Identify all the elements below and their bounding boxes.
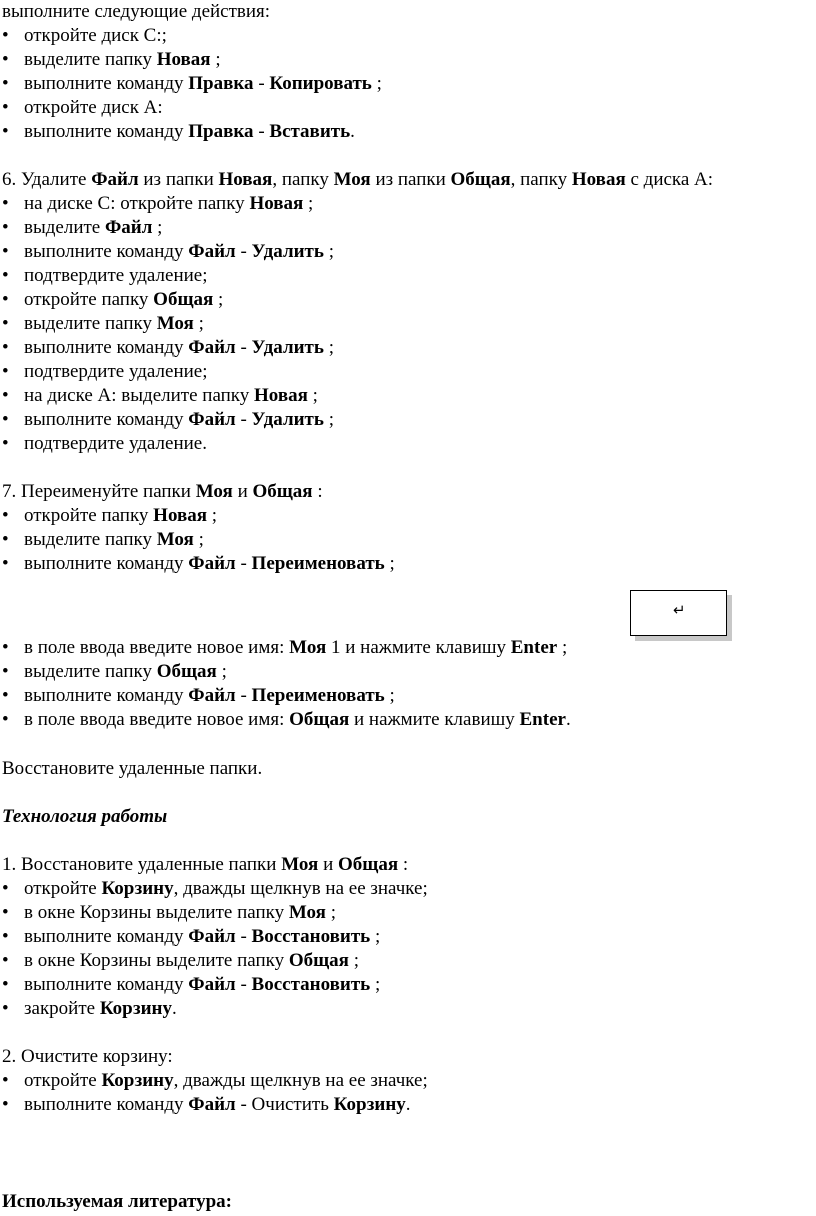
list-item: • выполните команду Правка - Вставить.	[2, 121, 355, 142]
list-item: • выполните команду Файл - Переименовать ;	[2, 553, 395, 574]
restore-step-2: 2. Очистите корзину:	[2, 1046, 173, 1067]
list-item: • откройте папку Общая ;	[2, 289, 224, 310]
list-item: • на диске А: выделите папку Новая ;	[2, 385, 318, 406]
list-item: • выполните команду Файл - Удалить ;	[2, 409, 334, 430]
list-item: • откройте Корзину, дважды щелкнув на ее значке;	[2, 1070, 428, 1091]
list-item: • выделите папку Общая ;	[2, 661, 227, 682]
list-item: • выполните команду Файл - Восстановить ;	[2, 926, 381, 947]
enter-icon: ↵	[673, 601, 686, 619]
list-item: • выделите папку Новая ;	[2, 49, 221, 70]
list-item: • закройте Корзину.	[2, 998, 177, 1019]
list-item: • выделите Файл ;	[2, 217, 163, 238]
list-item: • выполните команду Файл - Удалить ;	[2, 337, 334, 358]
list-item: • в окне Корзины выделите папку Общая ;	[2, 950, 359, 971]
list-item: • выделите папку Моя ;	[2, 313, 204, 334]
restore-task: Восстановите удаленные папки.	[2, 758, 263, 779]
step-7-heading: 7. Переименуйте папки Моя и Общая :	[2, 481, 323, 502]
list-item: • в окне Корзины выделите папку Моя ;	[2, 902, 336, 923]
list-item: • подтвердите удаление.	[2, 433, 207, 454]
list-item: • откройте папку Новая ;	[2, 505, 218, 526]
enter-key-illustration	[630, 590, 727, 636]
list-item: • на диске С: откройте папку Новая ;	[2, 193, 314, 214]
list-item: • откройте Корзину, дважды щелкнув на ее значке;	[2, 878, 428, 899]
intro-line: выполните следующие действия:	[2, 1, 271, 22]
list-item: • в поле ввода введите новое имя: Общая и нажмите клавишу Enter.	[2, 709, 571, 730]
step-6-heading: 6. Удалите Файл из папки Новая, папку Моя из папки Общая, папку Новая с диска А:	[2, 169, 714, 190]
list-item: • выполните команду Файл - Очистить Корзину.	[2, 1094, 411, 1115]
references-heading: Используемая литература:	[2, 1191, 232, 1212]
list-item: • выполните команду Файл - Переименовать ;	[2, 685, 395, 706]
list-item: • выполните команду Файл - Удалить ;	[2, 241, 334, 262]
list-item: • выполните команду Файл - Восстановить ;	[2, 974, 381, 995]
list-item: • подтвердите удаление;	[2, 265, 208, 286]
list-item: • подтвердите удаление;	[2, 361, 208, 382]
section-title: Технология работы	[2, 806, 168, 827]
list-item: • откройте диск А:	[2, 97, 163, 118]
restore-step-1: 1. Восстановите удаленные папки Моя и Общая :	[2, 854, 409, 875]
list-item: • выделите папку Моя ;	[2, 529, 204, 550]
list-item: • выполните команду Правка - Копировать ;	[2, 73, 382, 94]
list-item: • откройте диск С:;	[2, 25, 167, 46]
list-item: • в поле ввода введите новое имя: Моя 1 и нажмите клавишу Enter ;	[2, 637, 568, 658]
